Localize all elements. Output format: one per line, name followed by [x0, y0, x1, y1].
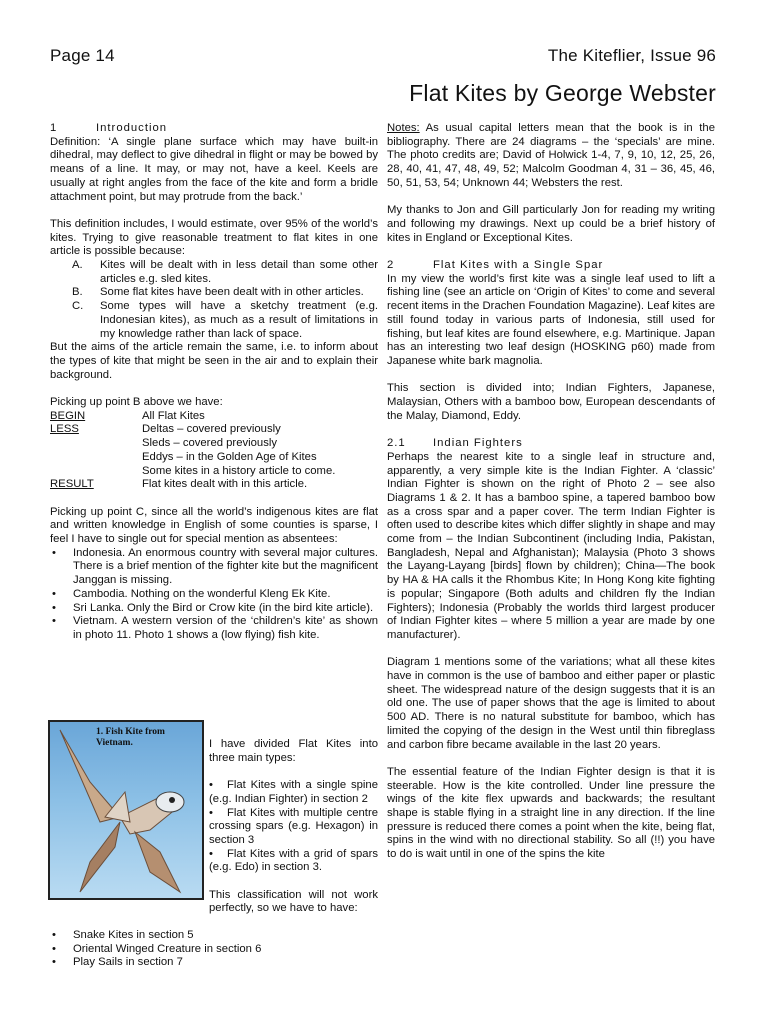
paragraph: This classification will not work perfectly, so we have to have: [209, 888, 378, 915]
left-column [50, 122, 378, 643]
paragraph: Picking up point B above we have: [50, 396, 223, 409]
table-key: BEGIN [50, 409, 86, 422]
section-heading-indian-fighters [387, 437, 715, 451]
list-item [50, 286, 378, 300]
paragraph: Diagram 1 mentions some of the variations; what all these kites have in common is the use of bamboo and either paper or plastic sheet. The widespread nature of the design suggests that it is an old one. The use of paper shows that the age is limited to about 500 AD. There is no natural substitute for bamboo, which has limited the copying of the design in the West until thin fibreglass and carbon fibre became available in the last 20 years. [387, 656, 715, 751]
table-row [50, 451, 378, 465]
section-heading-single-spar [387, 259, 715, 273]
table-value: Sleds – covered previously [142, 437, 278, 450]
section-title: Introduction [96, 122, 168, 134]
notes-paragraph [387, 122, 715, 191]
table-row [50, 465, 378, 479]
list-marker: C. [72, 300, 84, 313]
article-title: Flat Kites by George Webster [409, 80, 716, 106]
list-item: • Flat Kites with multiple centre crossing spars (e.g. Hexagon) in section 3 [209, 807, 378, 848]
paragraph: The essential feature of the Indian Fighter design is that it is steerable. How is the kite controlled. Under line pressure the wings of the kite flex upwards and backwards; the resultant shape is stable flying in a straight line in any direction. If the line pressure is reduced there comes a point when the kite, being flat, spins in the wind with no directional stability. So all (!!) you have to do is wait until in one of the spins the kite [387, 765, 715, 861]
list-item-text: Kites will be dealt with in less detail than some other articles e.g. sled kites. [100, 259, 378, 285]
table-key [50, 451, 142, 465]
table-row [50, 423, 378, 437]
page-number: Page 14 [50, 46, 115, 65]
list-item-text: Some flat kites have been dealt with in other articles. [100, 286, 364, 299]
photo-caption: 1. Fish Kite from Vietnam. [96, 727, 165, 748]
list-item-text: Some types will have a sketchy treatment (e.g. Indonesian kites), as much as a result of limitations in my knowledge rather than lack of space. [100, 300, 378, 340]
table-row [50, 410, 378, 424]
table-key [50, 437, 142, 451]
coverage-table [50, 410, 378, 492]
section-title: Flat Kites with a Single Spar [433, 259, 604, 271]
definition-paragraph: Definition: ‘A single plane surface which may have built-in dihedral, may deflect to give dihedral in flight or may be bowed by means of a line. It may, or may not, have a keel. Keels are usually at right angles from the face of the kite and form a bridle attachment point, but may protrude from the back.’ [50, 135, 378, 203]
paragraph: This section is divided into; Indian Fighters, Japanese, Malaysian, Others with a bamboo bow, European descendants of the Malay, Diamond, Eddy. [387, 382, 715, 422]
paragraph: But the aims of the article remain the same, i.e. to inform about the types of kite that might be seen in the air and to explain their background. [50, 341, 378, 381]
table-value: Some kites in a history article to come. [142, 464, 336, 477]
section-heading-introduction [50, 122, 378, 136]
list-item: • Indonesia. An enormous country with several major cultures. There is a brief mention of the fighter kite but the magnificent Janggan is missing. [50, 547, 378, 588]
right-column [387, 122, 715, 862]
table-row [50, 437, 378, 451]
list-item: • Oriental Winged Creature in section 6 [50, 943, 378, 957]
table-key: LESS [50, 423, 79, 436]
table-key: RESULT [50, 478, 94, 491]
paragraph: I have divided Flat Kites into three main types: [209, 738, 378, 764]
table-row [50, 478, 378, 492]
list-item: • Flat Kites with a single spine (e.g. Indian Fighter) in section 2 [209, 779, 378, 806]
list-item: • Vietnam. A western version of the ‘children’s kite’ as shown in photo 11. Photo 1 shows a (low flying) fish kite. [50, 615, 378, 642]
section-number: 2.1 [387, 437, 406, 450]
reason-list [50, 259, 378, 341]
list-item: • Flat Kites with a grid of spars (e.g. Edo) in section 3. [209, 848, 378, 875]
paragraph: Perhaps the nearest kite to a single leaf in structure and, apparently, a very simple kite is the Indian Fighter. A ‘classic’ Indian Fighter is shown on the right of Photo 2 – see also Diagrams 1 & 2. It has a bamboo spine, a tapered bamboo bow as a cross spar and a paper cover. The term Indian Fighter is often used to describe kites which differ slightly in shape and may come from – the Indian Subcontinent (including India, Pakistan, Bangladesh, Nepal and Afghanistan); Malaysia (Photo 3 shows the Layang-Layang [birds] flown by children); China—The book by HA & HA calls it the Rhombus Kite; In Hong Kong kite fighting is popular; Singapore (Both adults and children fly the Indian Fighters); Indonesia (Probably the worlds third largest producer of Indian Fighter kites – where 5 million a year are made by one manufacturer). [387, 450, 715, 641]
list-item: • Sri Lanka. Only the Bird or Crow kite (in the bird kite article). [50, 602, 378, 616]
list-item: • Play Sails in section 7 [50, 956, 378, 970]
section-number: 1 [50, 122, 58, 134]
notes-label: Notes: [387, 122, 420, 134]
table-value: Flat kites dealt with in this article. [142, 478, 308, 491]
list-marker: B. [72, 286, 83, 299]
paragraph: In my view the world’s first kite was a single leaf used to lift a fishing line (see an article on ‘Origin of Kites’ to come and several recent items in the Drachen Foundation Magazine). Leaf kites are still found today in various parts of Indonesia, still used for fishing, but leaf kites are found elsewhere, e.g. Martinique. Japan has an interesting two leaf design (HOSKING p60) made from Japanese white bark magnolia. [387, 272, 715, 367]
list-item: • Cambodia. Nothing on the wonderful Kleng Ek Kite. [50, 588, 378, 602]
list-item [50, 300, 378, 341]
list-marker: A. [72, 259, 83, 272]
section-number: 2 [387, 259, 395, 271]
absentees-list [50, 547, 378, 643]
section-title: Indian Fighters [433, 437, 523, 450]
paragraph: This definition includes, I would estimate, over 95% of the world’s kites. Trying to give reasonable treatment to flat kites in one article is possible because: [50, 217, 378, 258]
extra-sections-list [50, 929, 378, 970]
notes-text: As usual capital letters mean that the book is in the bibliography. There are 24 diagrams – the ‘specials’ are mine. The photo credits are; David of Holwick 1-4, 7, 9, 10, 12, 25, 26, 28, 40, 41, 47, 48, 49, 52; Malcolm Goodman 4, 31 – 36, 45, 46, 50, 51, 53, 54; Unknown 44; Websters the rest. [387, 122, 715, 189]
publication-title: The Kiteflier, Issue 96 [547, 46, 716, 65]
kite-types-block [209, 738, 378, 930]
kite-types-list [209, 779, 378, 875]
list-item [50, 259, 378, 286]
extra-sections-block [50, 929, 378, 970]
table-value: Deltas – covered previously [142, 423, 281, 436]
paragraph: Picking up point C, since all the world’s indigenous kites are flat and written knowledge in English of some counties is sparse, I feel I have to single out for special mention as absentees: [50, 505, 378, 546]
table-value: All Flat Kites [142, 409, 205, 422]
list-item: • Snake Kites in section 5 [50, 929, 378, 943]
paragraph: My thanks to Jon and Gill particularly Jon for reading my writing and following my drawings. Next up could be a brief history of kites in England or Exceptional Kites. [387, 204, 715, 244]
table-key [50, 465, 142, 479]
fish-kite-photo [48, 720, 204, 900]
table-value: Eddys – in the Golden Age of Kites [142, 450, 317, 463]
